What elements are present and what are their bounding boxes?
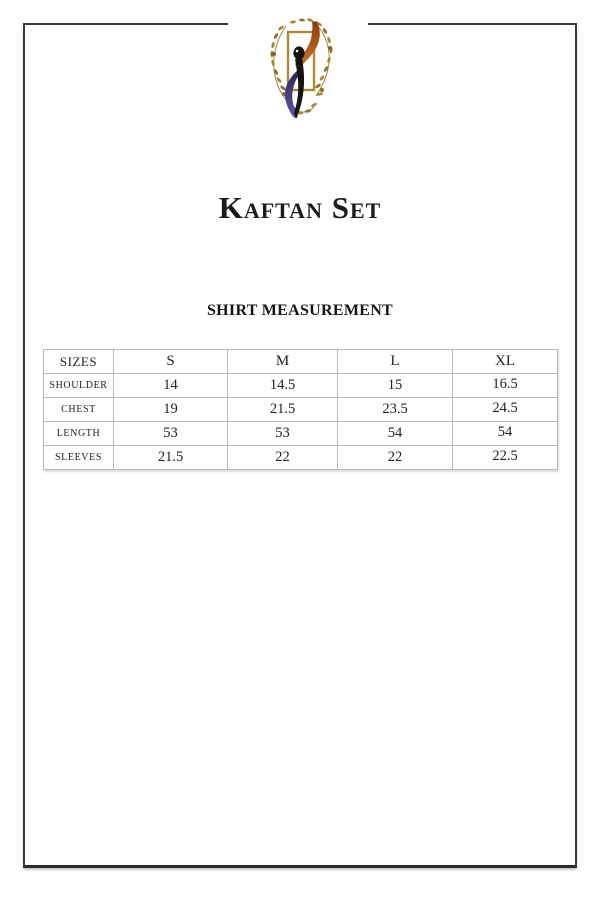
table-row-shoulder [44,374,558,398]
measurement-table [43,349,558,470]
row-label: SHOULDER [44,374,114,398]
row-label: LENGTH [44,422,114,446]
page-title: Kaftan Set [218,190,382,225]
table-cell: 23.5 [338,398,453,422]
table-row-chest [44,398,558,422]
table-header-row [44,350,558,374]
table-cell: 21.5 [114,446,228,470]
table-row-sleeves [44,446,558,470]
column-header-l: L [338,350,453,374]
table-cell: 22 [338,446,453,470]
table-cell: 22 [228,446,338,470]
row-label: SLEEVES [44,446,114,470]
row-label: CHEST [44,398,114,422]
table-cell: 24.5 [453,398,558,422]
table-cell: 21.5 [228,398,338,422]
table-cell: 19 [114,398,228,422]
column-header-m: M [228,350,338,374]
column-header-sizes: SIZES [44,350,114,374]
table-cell: 53 [114,422,228,446]
table-row-length [44,422,558,446]
table-cell: 54 [338,422,453,446]
table-cell: 16.5 [453,374,558,398]
table-cell: 15 [338,374,453,398]
table-cell: 53 [228,422,338,446]
table-cell: 22.5 [453,446,558,470]
table-cell: 54 [453,422,558,446]
column-header-s: S [114,350,228,374]
column-header-xl: XL [453,350,558,374]
table-cell: 14.5 [228,374,338,398]
section-subtitle: SHIRT MEASUREMENT [206,302,394,319]
brand-logo-icon [266,18,334,122]
table-cell: 14 [114,374,228,398]
